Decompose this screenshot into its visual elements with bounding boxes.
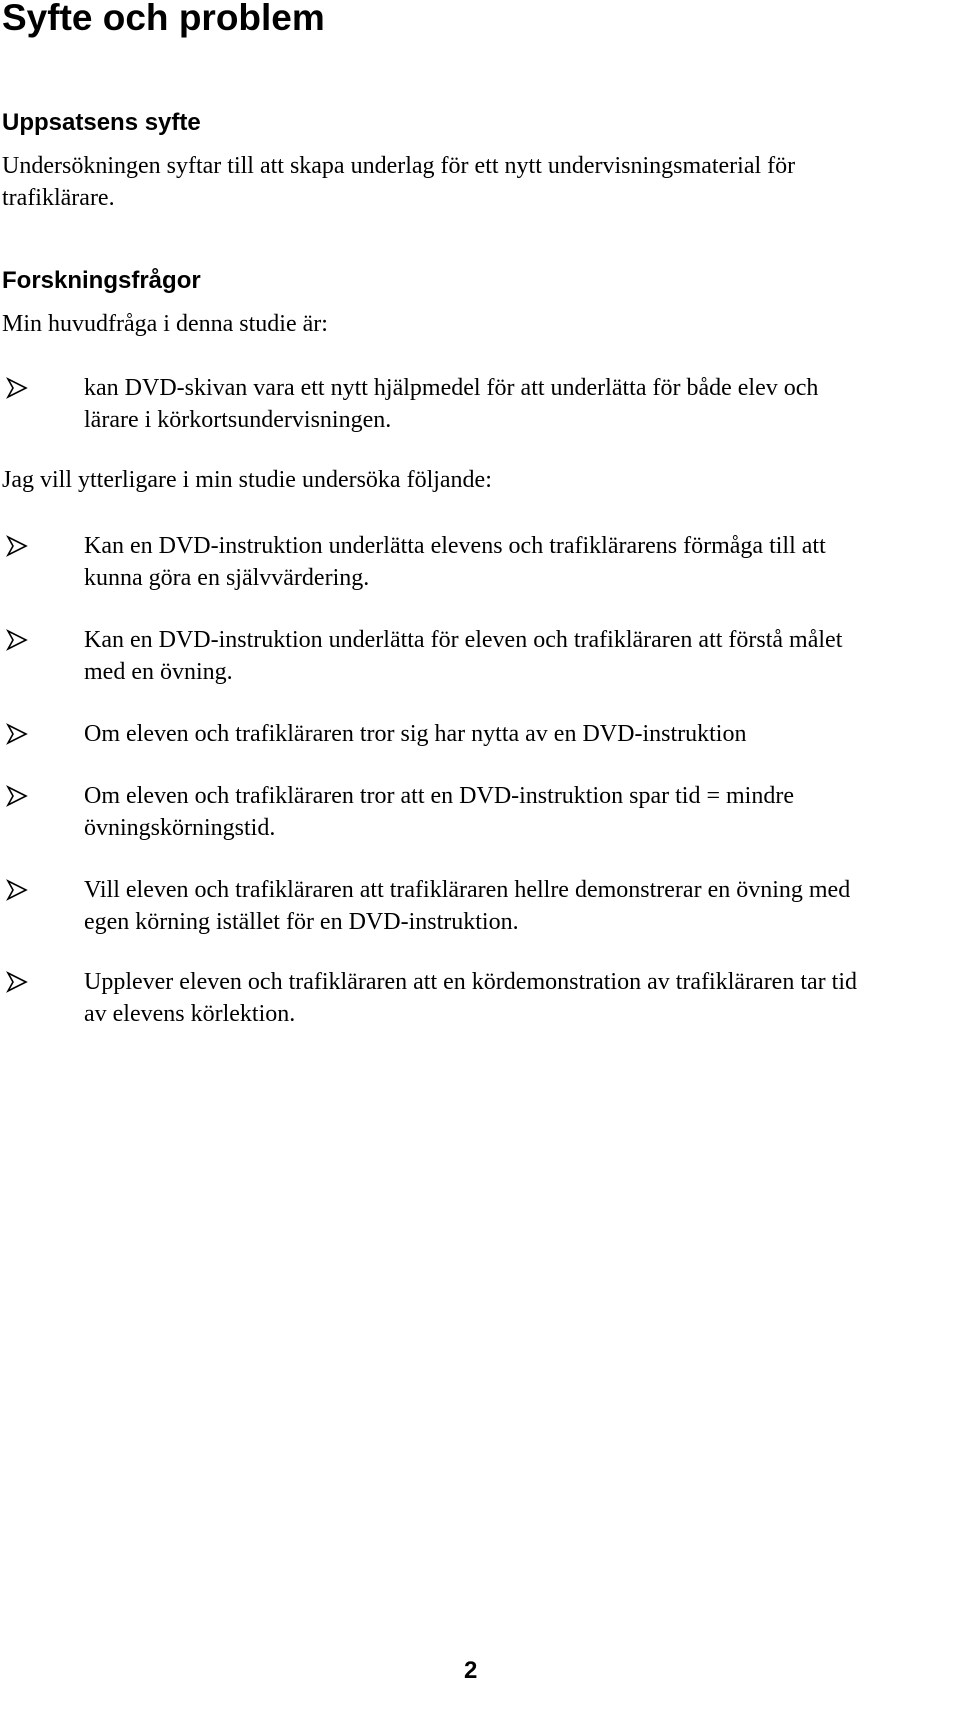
research-question-text-line: kunna göra en självvärdering. — [84, 565, 370, 591]
research-question-text-line: övningskörningstid. — [84, 815, 276, 841]
research-question-text-line: med en övning. — [84, 659, 233, 685]
page-title: Syfte och problem — [2, 0, 325, 38]
research-question-text-line: Om eleven och trafikläraren tror sig har nytta av en DVD-instruktion — [84, 721, 747, 747]
main-question-text-line: kan DVD-skivan vara ett nytt hjälpmedel för att underlätta för både elev och — [84, 375, 819, 401]
research-question-text-line: egen körning istället för en DVD-instruktion. — [84, 909, 519, 935]
arrowhead-bullet-icon — [6, 879, 28, 901]
research-question-text-line: av elevens körlektion. — [84, 1001, 296, 1027]
arrowhead-bullet-icon — [6, 723, 28, 745]
arrowhead-bullet-icon — [6, 629, 28, 651]
main-question-intro: Min huvudfråga i denna studie är: — [2, 311, 328, 337]
research-question-text-line: Vill eleven och trafikläraren att trafikläraren hellre demonstrerar en övning med — [84, 877, 851, 903]
page-number: 2 — [464, 1657, 478, 1684]
research-question-text-line: Kan en DVD-instruktion underlätta för eleven och trafikläraren att förstå målet — [84, 627, 843, 653]
arrowhead-bullet-icon — [6, 535, 28, 557]
research-question-text-line: Om eleven och trafikläraren tror att en DVD-instruktion spar tid = mindre — [84, 783, 794, 809]
arrowhead-bullet-icon — [6, 785, 28, 807]
arrowhead-bullet-icon — [6, 971, 28, 993]
purpose-text-line: Undersökningen syftar till att skapa underlag för ett nytt undervisningsmaterial för — [2, 153, 796, 179]
section-heading-syfte: Uppsatsens syfte — [2, 109, 201, 136]
secondary-questions-intro: Jag vill ytterligare i min studie undersöka följande: — [2, 467, 492, 493]
main-question-text-line: lärare i körkortsundervisningen. — [84, 407, 392, 433]
research-question-text-line: Upplever eleven och trafikläraren att en kördemonstration av trafikläraren tar tid — [84, 969, 857, 995]
purpose-text-line: trafiklärare. — [2, 185, 115, 211]
research-question-text-line: Kan en DVD-instruktion underlätta elevens och trafiklärarens förmåga till att — [84, 533, 826, 559]
arrowhead-bullet-icon — [6, 377, 28, 399]
section-heading-forskningsfragor: Forskningsfrågor — [2, 267, 201, 294]
